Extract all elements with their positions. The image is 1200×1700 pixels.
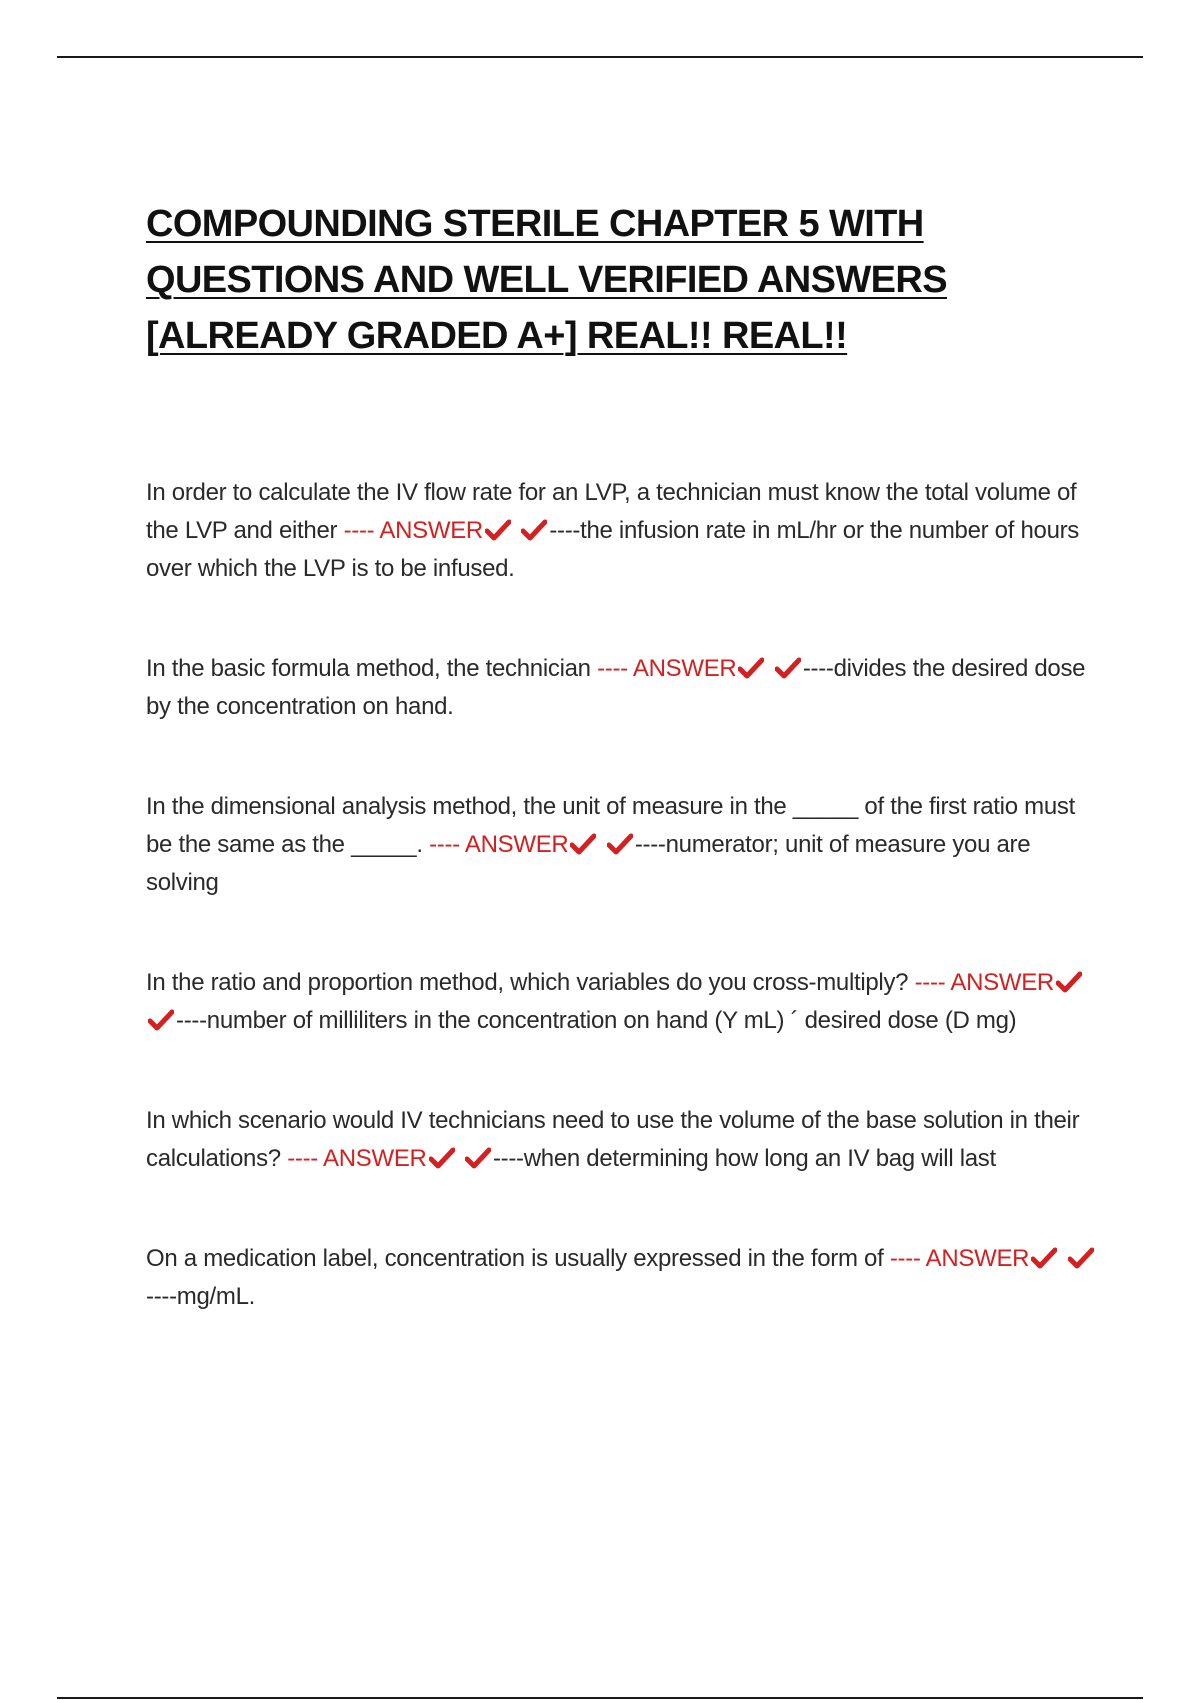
question-text: In the ratio and proportion method, which variables do you cross-multiply? xyxy=(146,969,915,996)
answer-text: number of milliliters in the concentration on hand (Y mL) ´ desired dose (D mg) xyxy=(206,1007,1017,1034)
answer-prefix: ---- xyxy=(914,969,951,996)
qa-item xyxy=(146,474,1096,588)
answer-label: ANSWER xyxy=(323,1145,427,1172)
check-icon xyxy=(738,657,764,679)
question-text: In which scenario would IV technicians need to use the volume of the base solution in their calculations? xyxy=(146,1107,1080,1172)
top-rule xyxy=(57,56,1143,58)
answer-suffix: ---- xyxy=(176,1007,207,1034)
check-icon xyxy=(429,1147,455,1169)
qa-item xyxy=(146,1240,1096,1316)
answer-prefix: ---- xyxy=(429,831,465,858)
answer-suffix: ---- xyxy=(634,831,666,858)
answer-label: ANSWER xyxy=(464,831,569,858)
document-title xyxy=(146,196,1096,364)
question-text: In order to calculate the IV flow rate for an LVP, a technician must know the total volume of the LVP and either xyxy=(146,479,1077,544)
answer-suffix: ---- xyxy=(146,1283,177,1310)
answer-tag xyxy=(344,517,483,544)
check-icon xyxy=(465,1147,491,1169)
answer-prefix: ---- xyxy=(889,1245,926,1272)
answer-suffix: ---- xyxy=(492,1145,524,1172)
answer-text: when determining how long an IV bag will last xyxy=(523,1145,996,1172)
answer-label: ANSWER xyxy=(950,969,1054,996)
title-line: COMPOUNDING STERILE CHAPTER 5 WITH xyxy=(146,203,924,245)
qa-list xyxy=(146,474,1096,1316)
question-text: In the dimensional analysis method, the unit of measure in the _____ of the first ratio must be the same as the _____. xyxy=(146,793,1075,858)
check-icon xyxy=(485,519,511,541)
check-icon xyxy=(521,519,547,541)
answer-prefix: ---- xyxy=(287,1145,324,1172)
bottom-rule xyxy=(57,1697,1143,1699)
answer-tag xyxy=(890,1245,1029,1272)
answer-label: ANSWER xyxy=(925,1245,1030,1272)
check-icon xyxy=(148,1009,174,1031)
answer-label: ANSWER xyxy=(379,517,483,544)
answer-text: numerator; unit of measure you are solving xyxy=(146,831,1031,896)
answer-prefix: ---- xyxy=(343,517,380,544)
check-icon xyxy=(775,657,801,679)
answer-label: ANSWER xyxy=(632,655,737,682)
title-line: [ALREADY GRADED A+] REAL!! REAL!! xyxy=(146,315,848,357)
check-icon xyxy=(1056,971,1082,993)
answer-text: mg/mL. xyxy=(176,1283,255,1310)
answer-tag xyxy=(597,655,736,682)
check-icon xyxy=(1068,1247,1094,1269)
qa-item xyxy=(146,964,1096,1040)
answer-suffix: ---- xyxy=(802,655,834,682)
answer-suffix: ---- xyxy=(549,517,581,544)
check-icon xyxy=(1031,1247,1057,1269)
qa-item xyxy=(146,1102,1096,1178)
question-text: On a medication label, concentration is usually expressed in the form of xyxy=(146,1245,890,1272)
answer-prefix: ---- xyxy=(597,655,633,682)
qa-item xyxy=(146,650,1096,726)
qa-item xyxy=(146,788,1096,902)
answer-tag xyxy=(915,969,1054,996)
check-icon xyxy=(570,833,596,855)
document-body xyxy=(146,196,1096,1316)
answer-text: the infusion rate in mL/hr or the number of hours over which the LVP is to be infused. xyxy=(146,517,1080,582)
question-text: In the basic formula method, the technician xyxy=(146,655,598,682)
title-line: QUESTIONS AND WELL VERIFIED ANSWERS xyxy=(146,259,947,301)
answer-tag xyxy=(429,831,568,858)
answer-text: divides the desired dose by the concentration on hand. xyxy=(146,655,1086,720)
check-icon xyxy=(607,833,633,855)
answer-tag xyxy=(287,1145,426,1172)
